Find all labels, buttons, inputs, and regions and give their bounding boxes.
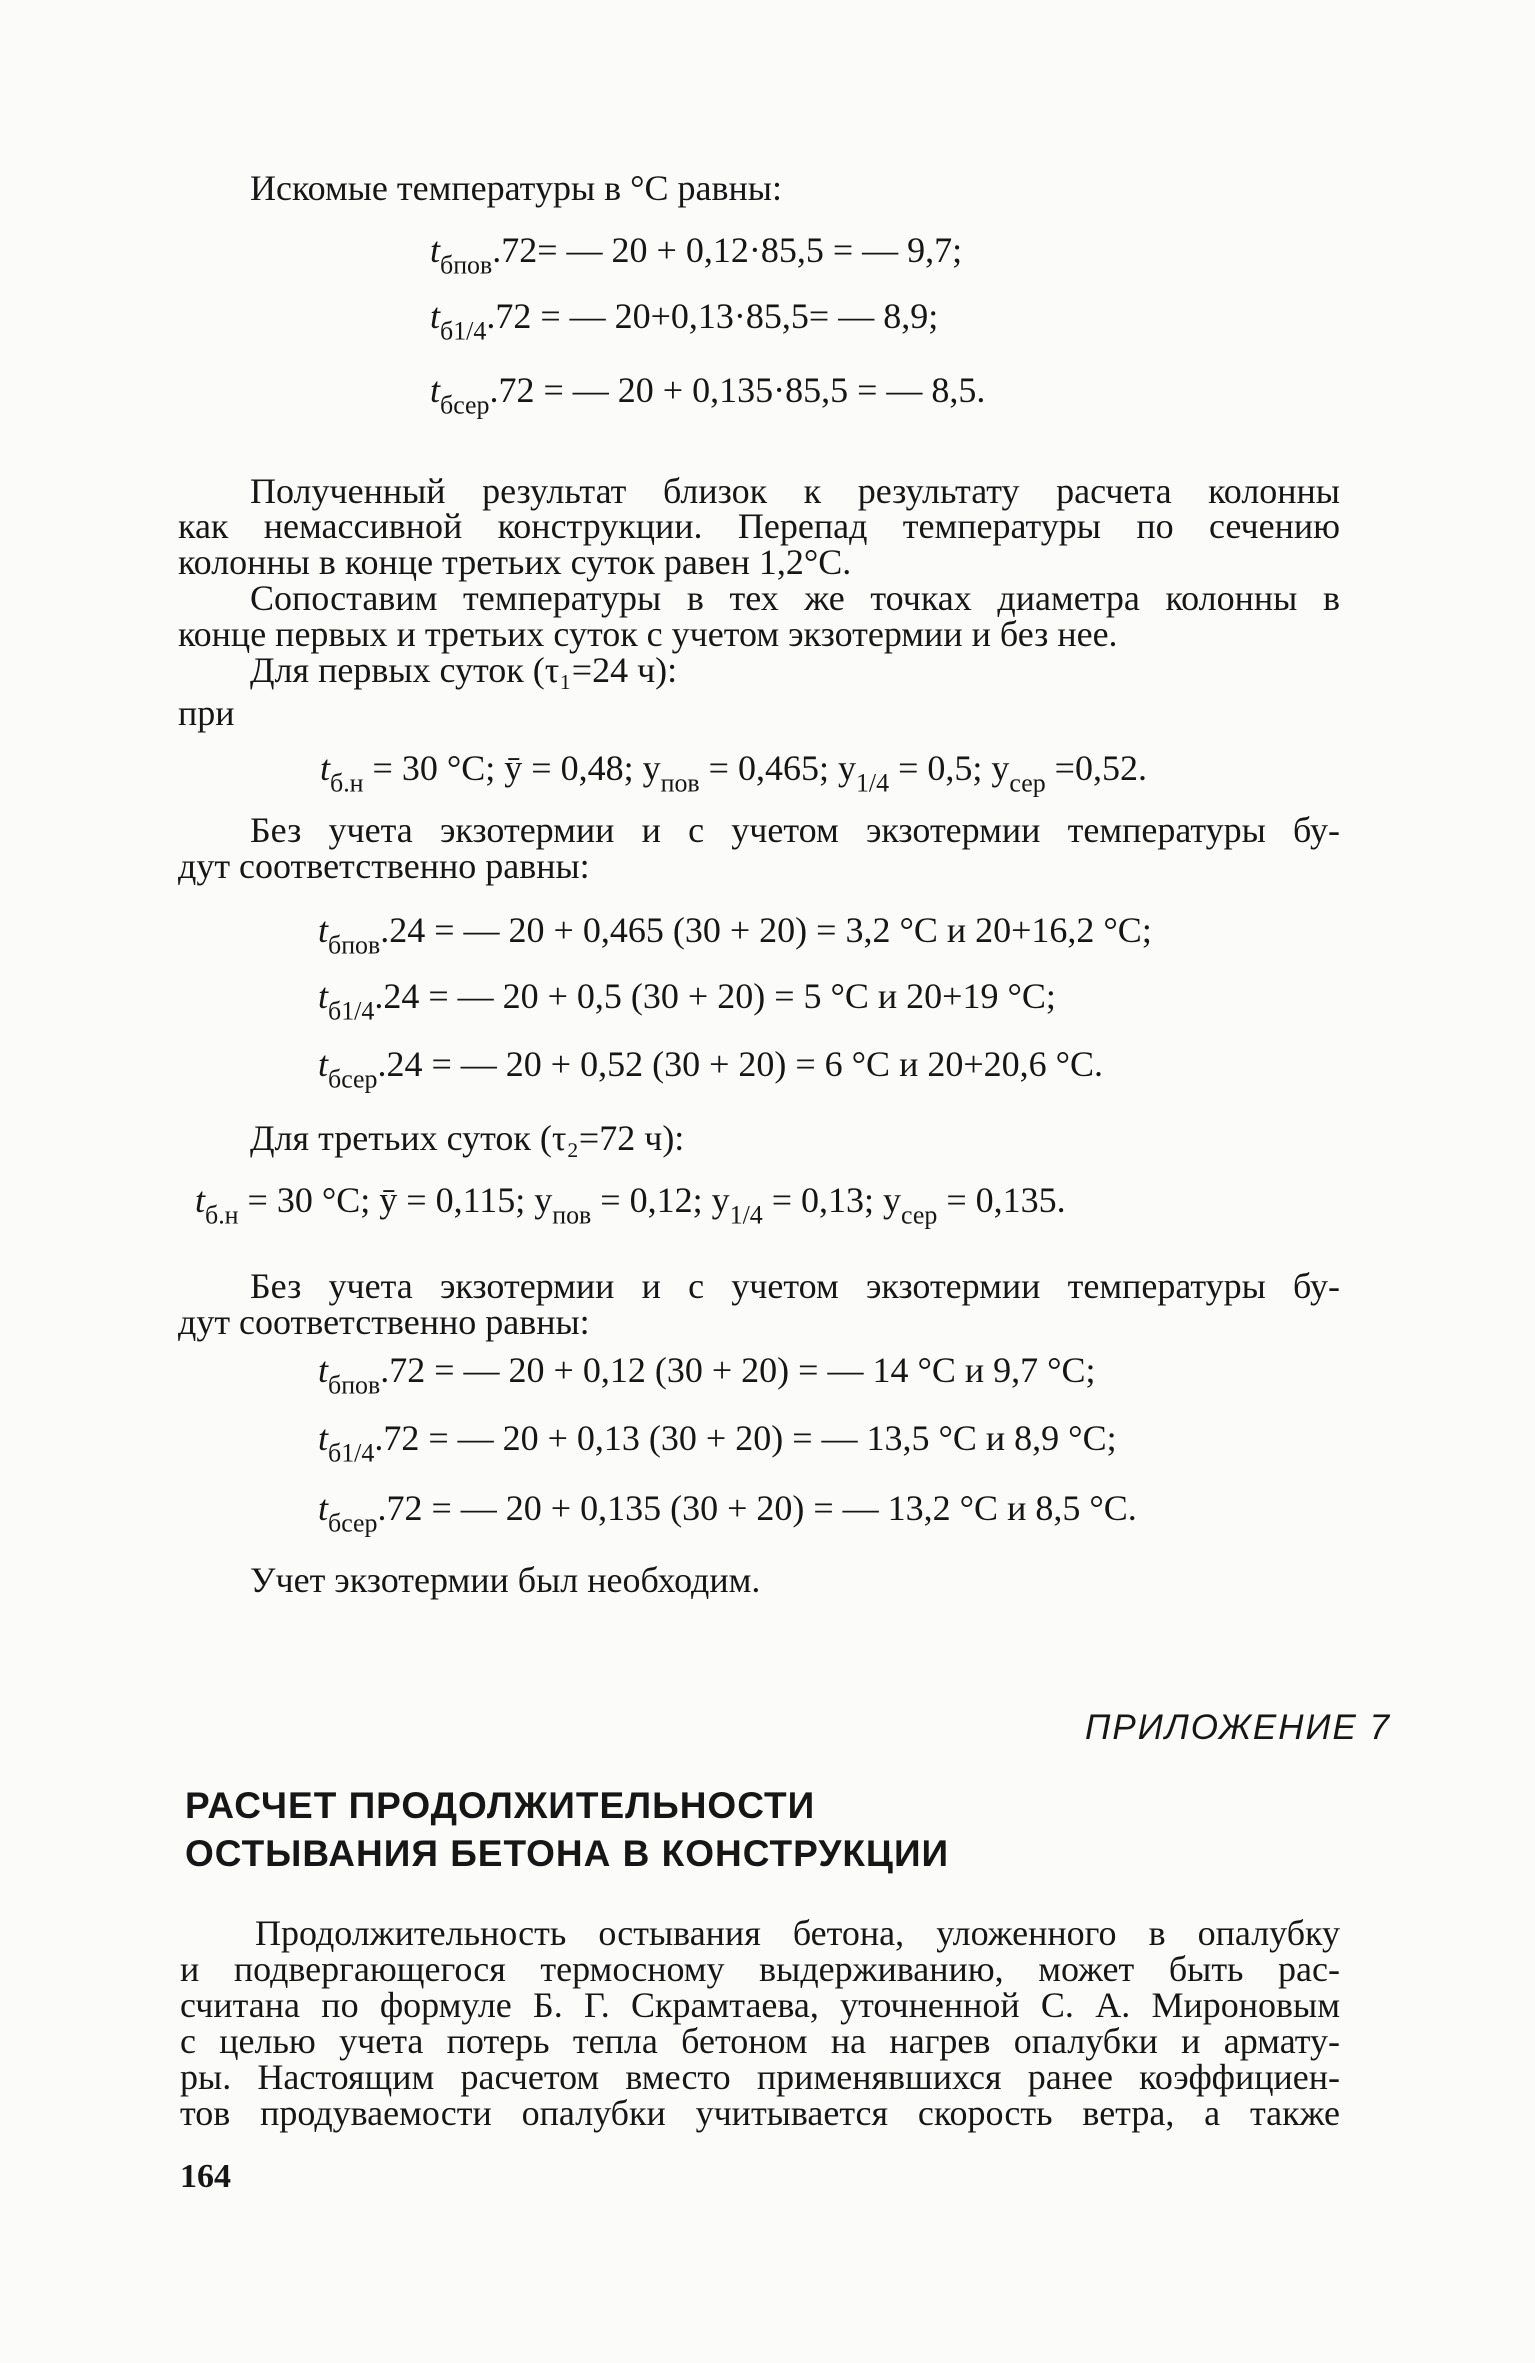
paragraph-line: и подвергающегося термосному выдерживанию, может быть рас- <box>180 1949 1340 1989</box>
formula-line: $t_{бсер}.72$ = — 20 + 0,135·85,5 = — 8,5. <box>430 370 986 420</box>
paragraph-line: колонны в конце третьих суток равен 1,2°С. <box>178 542 852 582</box>
paragraph-line: Сопоставим температуры в тех же точках диаметра колонны в <box>250 578 1340 618</box>
results-intro: Искомые температуры в °С равны: <box>250 168 782 208</box>
paragraph-line: Для первых суток (τ₁=24 ч): <box>250 650 678 690</box>
paragraph-line: Без учета экзотермии и с учетом экзотермии температуры бу- <box>250 810 1340 850</box>
formula-line: $t_{бпов}.72=$ — 20 + 0,12·85,5 = — 9,7; <box>430 230 963 280</box>
page-number: 164 <box>180 2158 231 2195</box>
appendix-title: ОСТЫВАНИЯ БЕТОНА В КОНСТРУКЦИИ <box>185 1833 950 1874</box>
paragraph-line: Для третьих суток (τ₂=72 ч): <box>250 1118 685 1158</box>
formula-line: $t_{бпов}.72$ = — 20 + 0,12 (30 + 20) = — 14 °С и 9,7 °С; <box>318 1350 1096 1400</box>
paragraph-line: Полученный результат близок к результату расчета колонны <box>250 471 1340 511</box>
formula-line: $t_{бсер}.72$ = — 20 + 0,135 (30 + 20) = — 13,2 °С и 8,5 °С. <box>318 1488 1137 1538</box>
paragraph-line: при <box>178 693 235 733</box>
paragraph-line: дут соответственно равны: <box>178 1302 590 1342</box>
appendix-label: ПРИЛОЖЕНИЕ 7 <box>1085 1708 1392 1747</box>
parameters-line: $t_{б.н} = 30$ °С; ȳ = 0,115; $y_{пов} = 0,12$; $y_{1/4} = 0,13$; $y_{сер} = 0,135$. <box>195 1180 1066 1230</box>
paragraph-line: дут соответственно равны: <box>178 846 590 886</box>
paragraph-line: Без учета экзотермии и с учетом экзотермии температуры бу- <box>250 1266 1340 1306</box>
parameters-line: $t_{б.н} = 30$ °С; ȳ = 0,48; $y_{пов} = 0,465$; $y_{1/4} = 0,5$; $y_{сер} =0,52$. <box>320 748 1147 798</box>
paragraph-line: как немассивной конструкции. Перепад температуры по сечению <box>178 506 1340 546</box>
paragraph-line: ры. Настоящим расчетом вместо применявшихся ранее коэффициен- <box>180 2057 1340 2097</box>
paragraph-line: Продолжительность остывания бетона, уложенного в опалубку <box>255 1913 1340 1953</box>
formula-line: $t_{б1/4}.72$ = — 20+0,13·85,5= — 8,9; <box>430 296 939 346</box>
paragraph-line: с целью учета потерь тепла бетоном на нагрев опалубки и армату- <box>180 2021 1340 2061</box>
formula-line: $t_{бсер}.24$ = — 20 + 0,52 (30 + 20) = 6 °С и 20+20,6 °С. <box>318 1044 1104 1094</box>
appendix-title: РАСЧЕТ ПРОДОЛЖИТЕЛЬНОСТИ <box>185 1785 816 1826</box>
formula-line: $t_{б1/4}.72$ = — 20 + 0,13 (30 + 20) = — 13,5 °С и 8,9 °С; <box>318 1418 1117 1468</box>
formula-line: $t_{бпов}.24$ = — 20 + 0,465 (30 + 20) = 3,2 °С и 20+16,2 °С; <box>318 910 1152 960</box>
paragraph-line: считана по формуле Б. Г. Скрамтаева, уточненной С. А. Мироновым <box>180 1985 1340 2025</box>
paragraph-line: тов продуваемости опалубки учитывается скорость ветра, а также <box>180 2093 1340 2133</box>
paragraph-line: конце первых и третьих суток с учетом экзотермии и без нее. <box>178 614 1118 654</box>
conclusion: Учет экзотермии был необходим. <box>250 1560 761 1600</box>
formula-line: $t_{б1/4}.24$ = — 20 + 0,5 (30 + 20) = 5 °С и 20+19 °С; <box>318 976 1056 1026</box>
